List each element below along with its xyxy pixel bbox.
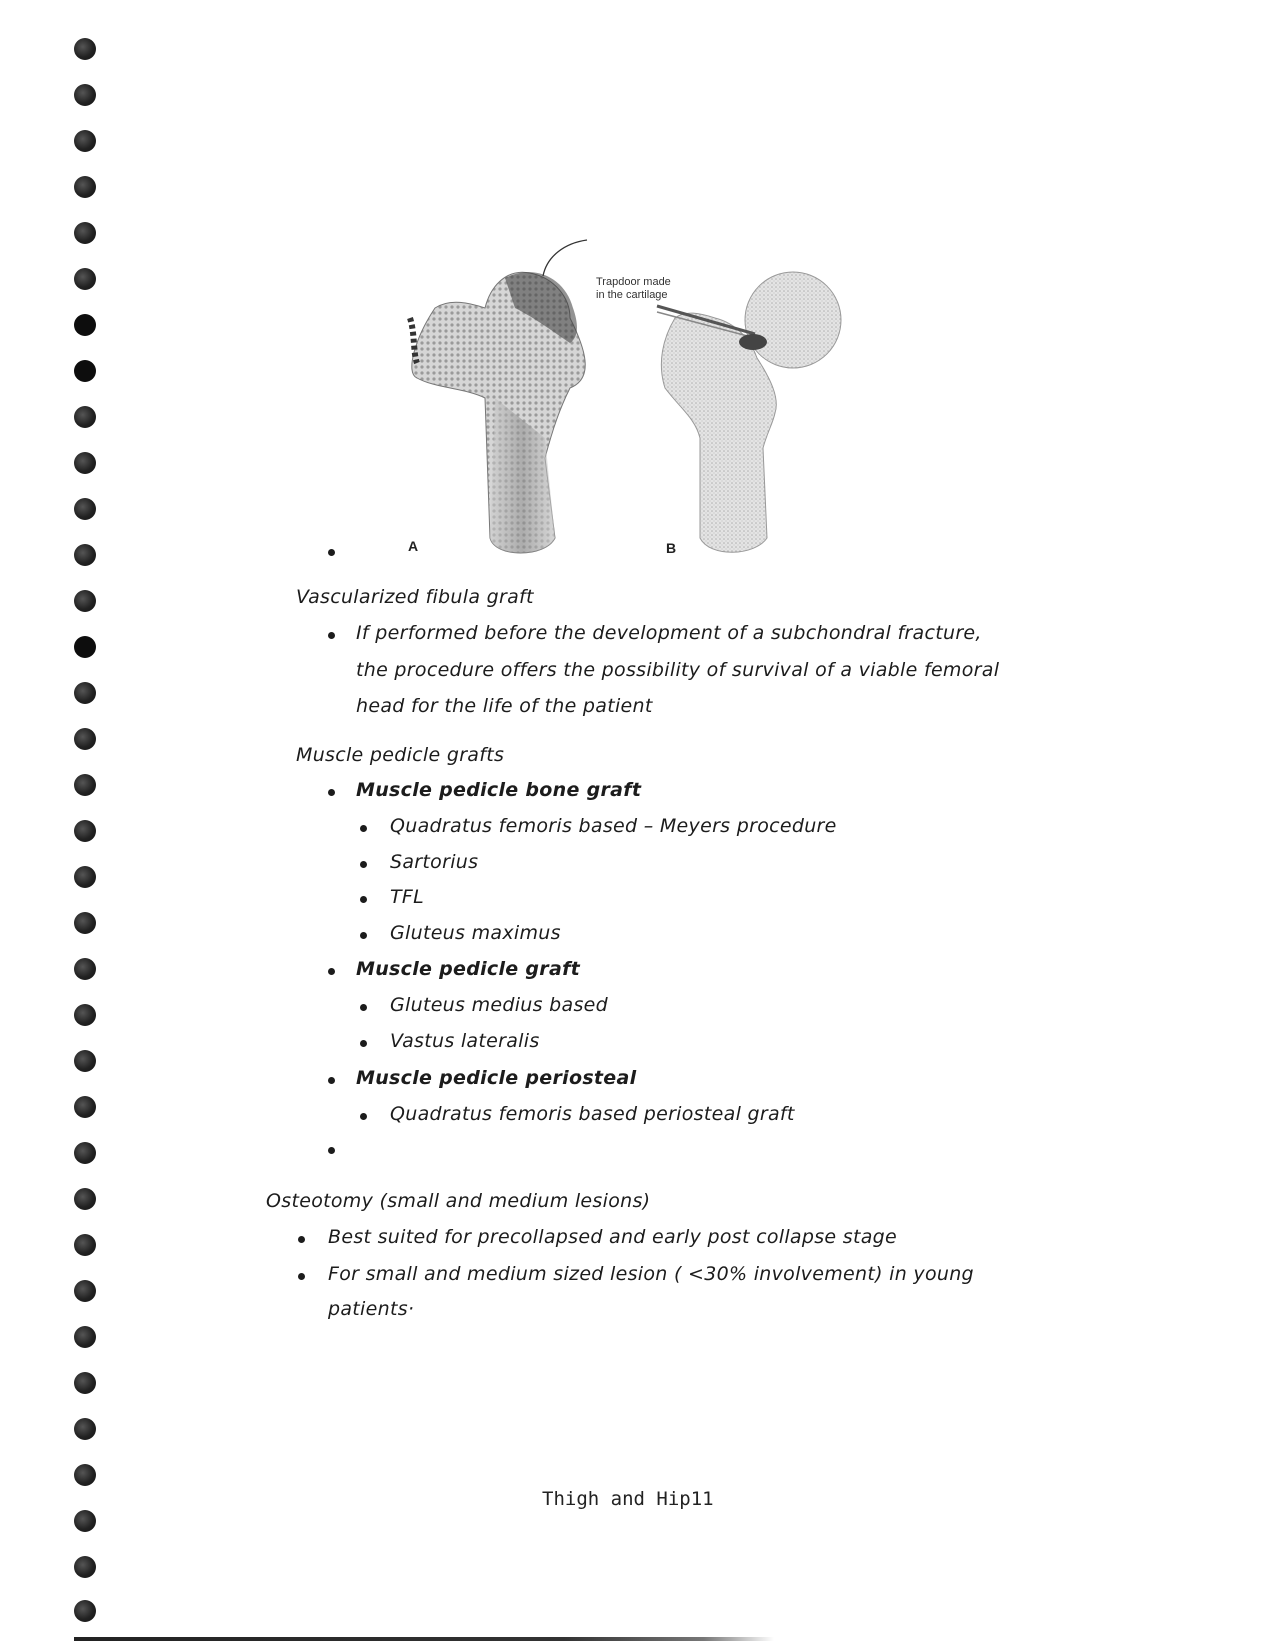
bone-graft-item: Sartorius xyxy=(390,851,479,873)
bone-graft-item: Gluteus maximus xyxy=(390,922,561,944)
periosteal-item: Quadratus femoris based periosteal graft xyxy=(390,1103,795,1125)
page-footer: Thigh and Hip11 xyxy=(542,1488,714,1510)
callout-line: Trapdoor made xyxy=(596,276,671,288)
binder-hole xyxy=(74,314,96,336)
bullet xyxy=(328,968,335,975)
fibula-line: head for the life of the patient xyxy=(356,695,653,717)
binder-hole xyxy=(74,636,96,658)
osteotomy-item: Best suited for precollapsed and early post collapse stage xyxy=(328,1226,897,1248)
binder-hole xyxy=(74,452,96,474)
fibula-heading: Vascularized fibula graft xyxy=(296,586,534,608)
binder-hole xyxy=(74,406,96,428)
binder-hole xyxy=(74,38,96,60)
pedicle-heading: Muscle pedicle grafts xyxy=(296,744,505,766)
binder-hole xyxy=(74,222,96,244)
binder-hole xyxy=(74,912,96,934)
osteotomy-heading: Osteotomy (small and medium lesions) xyxy=(266,1190,651,1212)
binder-hole xyxy=(74,1004,96,1026)
bottom-rule xyxy=(74,1637,774,1641)
binder-hole xyxy=(74,1096,96,1118)
bullet xyxy=(328,1147,335,1154)
femur-a xyxy=(410,272,585,553)
binder-hole xyxy=(74,590,96,612)
binder-hole xyxy=(74,866,96,888)
binder-hole xyxy=(74,682,96,704)
graft-item: Vastus lateralis xyxy=(390,1030,540,1052)
bullet xyxy=(298,1236,305,1243)
binder-hole xyxy=(74,544,96,566)
bullet xyxy=(360,861,367,868)
binder-hole xyxy=(74,268,96,290)
binder-hole xyxy=(74,1188,96,1210)
graft-item: Gluteus medius based xyxy=(390,994,609,1016)
binder-hole xyxy=(74,498,96,520)
binder-hole xyxy=(74,1510,96,1532)
binder-hole xyxy=(74,1372,96,1394)
binder-hole xyxy=(74,1418,96,1440)
bullet xyxy=(360,1004,367,1011)
binder-hole xyxy=(74,130,96,152)
periosteal-title: Muscle pedicle periosteal xyxy=(356,1067,637,1089)
binder-hole xyxy=(74,1280,96,1302)
binder-hole xyxy=(74,1326,96,1348)
binder-hole xyxy=(74,1556,96,1578)
bullet xyxy=(328,789,335,796)
figure-label-b: B xyxy=(666,540,677,556)
callout-line: in the cartilage xyxy=(596,289,668,301)
binder-hole xyxy=(74,1464,96,1486)
bone-graft-item: Quadratus femoris based – Meyers procedure xyxy=(390,815,837,837)
bullet xyxy=(328,632,335,639)
graft-title: Muscle pedicle graft xyxy=(356,958,581,980)
figure-label-a: A xyxy=(408,538,419,554)
binder-hole xyxy=(74,774,96,796)
bullet xyxy=(298,1273,305,1280)
bullet xyxy=(360,932,367,939)
femur-b xyxy=(657,272,841,552)
bone-graft-item: TFL xyxy=(390,886,425,908)
binder-holes xyxy=(74,38,96,1618)
bullet xyxy=(360,825,367,832)
figure-callout xyxy=(596,276,716,302)
binder-hole xyxy=(74,176,96,198)
binder-hole xyxy=(74,1600,96,1622)
binder-hole xyxy=(74,1234,96,1256)
bullet xyxy=(360,1113,367,1120)
binder-hole xyxy=(74,360,96,382)
bullet xyxy=(328,1077,335,1084)
osteotomy-item: patients· xyxy=(328,1298,415,1320)
fibula-line: If performed before the development of a subchondral fracture, xyxy=(356,622,982,644)
bullet xyxy=(360,896,367,903)
fibula-line: the procedure offers the possibility of survival of a viable femoral xyxy=(356,659,1000,681)
binder-hole xyxy=(74,1050,96,1072)
binder-hole xyxy=(74,728,96,750)
osteotomy-item: For small and medium sized lesion ( <30% involvement) in young xyxy=(328,1263,974,1285)
binder-hole xyxy=(74,1142,96,1164)
bullet xyxy=(328,549,335,556)
binder-hole xyxy=(74,820,96,842)
bullet xyxy=(360,1040,367,1047)
callout-leader xyxy=(543,240,587,276)
binder-hole xyxy=(74,958,96,980)
bone-graft-title: Muscle pedicle bone graft xyxy=(356,779,642,801)
binder-hole xyxy=(74,84,96,106)
